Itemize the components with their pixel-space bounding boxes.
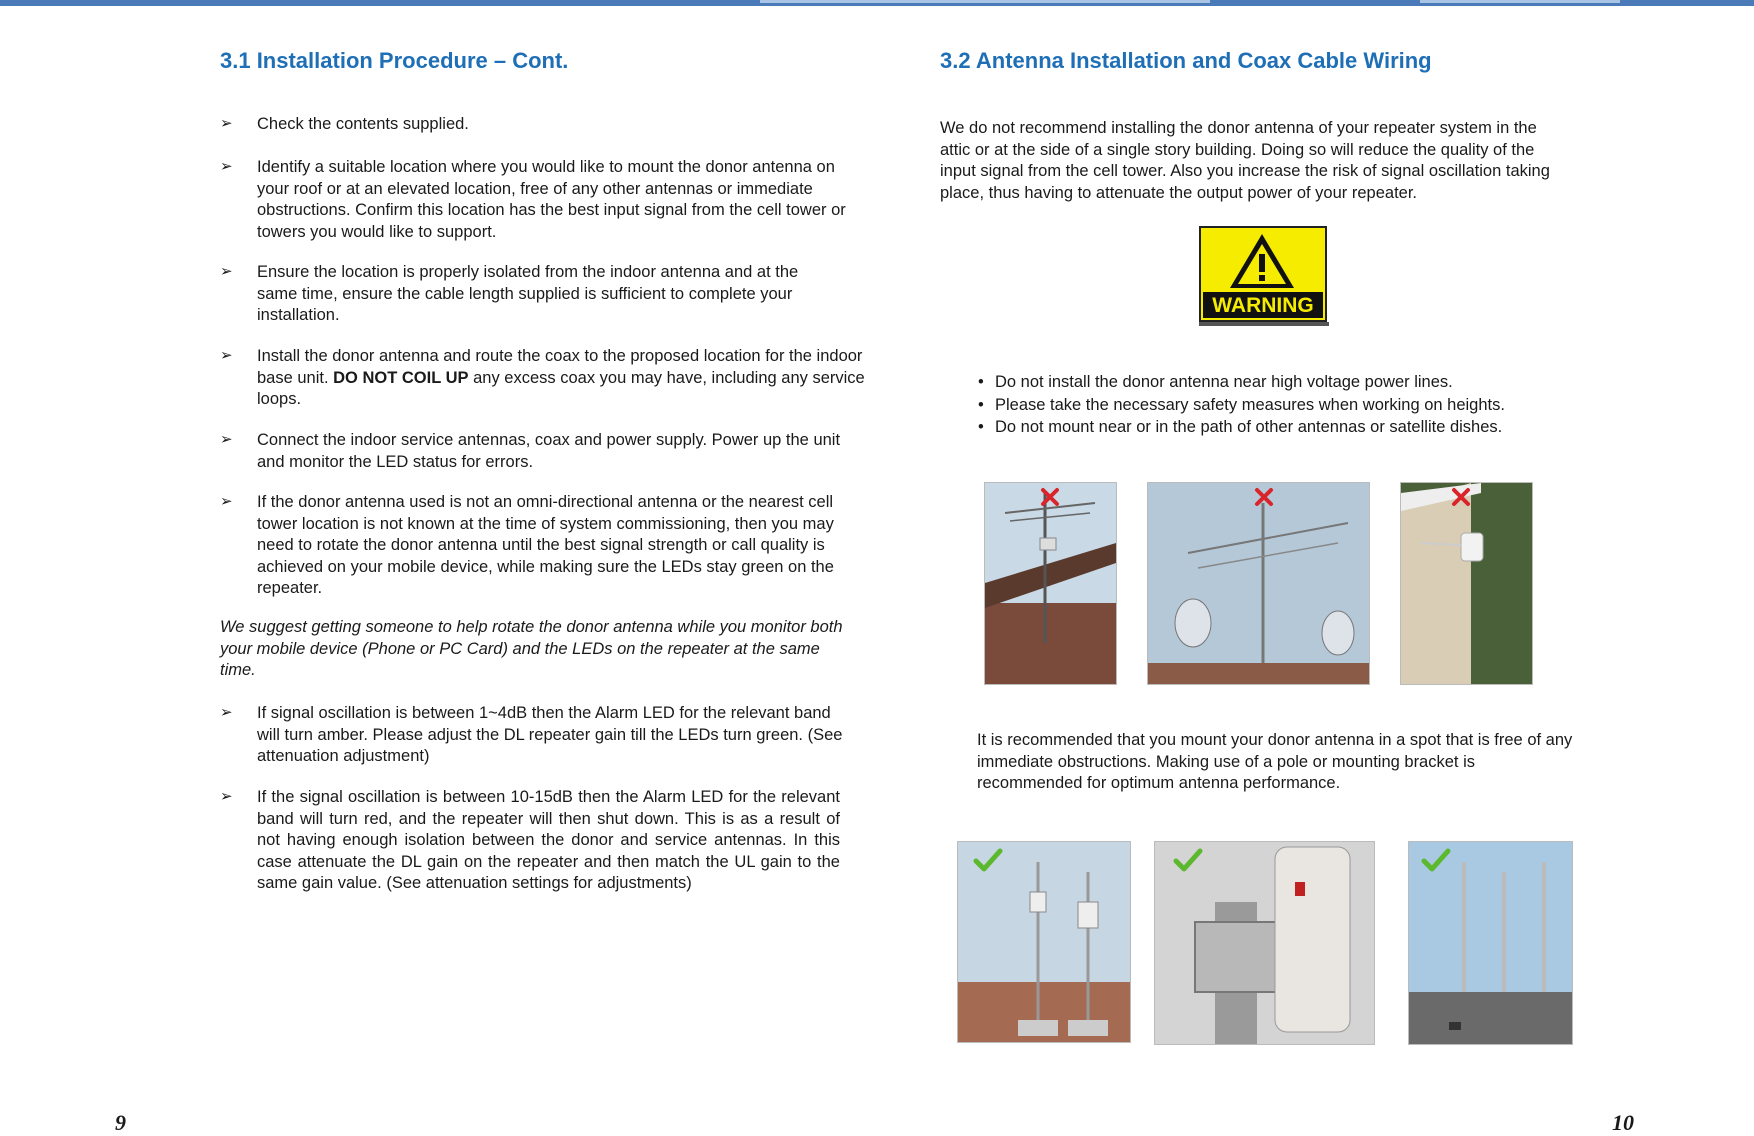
- step-text: Identify a suitable location where you would like to mount the donor antenna on your roof or at an elevated location, free of any other antennas or immediate obstructions. Confirm this location has the best input signal from the cell tower or towers you would like to support.: [257, 158, 846, 241]
- warning-sign: [1199, 226, 1329, 328]
- red-x-icon: [1254, 487, 1274, 507]
- caution-text: Do not install the donor antenna near high voltage power lines.: [995, 373, 1453, 391]
- arrow-bullet-icon: ➢: [220, 431, 233, 448]
- top-border-highlight: [760, 0, 1210, 3]
- photo-bad-wall-mount: [1400, 482, 1533, 685]
- bullet-dot-icon: •: [978, 373, 984, 391]
- step-text: If the signal oscillation is between 10-15dB then the Alarm LED for the relevant band will turn red, and the repeater will then shut down. This is as a result of not having enough isolation between the donor and service antennas. In this case attenuate the DL gain on the repeater and then match the UL gain to the same gain value. (See attenuation settings for adjustments): [257, 788, 840, 892]
- step-text: If the donor antenna used is not an omni-directional antenna or the nearest cell tower location is not known at the time of system commissioning, then you may need to rotate the donor antenna until the best signal strength or call quality is achieved on your mobile device, while making sure the LEDs stay green on the repeater.: [257, 493, 834, 597]
- list-item: [978, 394, 1505, 417]
- green-check-icon: [973, 847, 1003, 873]
- step-text: [257, 346, 872, 411]
- caution-text: Please take the necessary safety measures when working on heights.: [995, 395, 1505, 414]
- step-text: Connect the indoor service antennas, coax and power supply. Power up the unit and monitor the LED status for errors.: [257, 431, 841, 471]
- photo-bad-antenna-cluster: [1147, 482, 1370, 685]
- arrow-bullet-icon: ➢: [220, 704, 233, 721]
- caution-text: Do not mount near or in the path of other antennas or satellite dishes.: [995, 418, 1503, 436]
- page-number-right: 10: [1612, 1110, 1634, 1135]
- top-border-bar: [0, 0, 1754, 6]
- arrow-bullet-icon: ➢: [220, 263, 233, 280]
- green-check-icon: [1421, 847, 1451, 873]
- list-item: [978, 416, 1505, 439]
- arrow-bullet-icon: ➢: [220, 493, 233, 510]
- recommendation-paragraph: It is recommended that you mount your donor antenna in a spot that is free of any immediate obstructions. Making use of a pole or mounting bracket is recommended for optimum antenna performance.: [977, 731, 1573, 792]
- warning-label: WARNING: [1212, 294, 1314, 317]
- list-item: [978, 371, 1505, 394]
- top-border-highlight: [1420, 0, 1620, 3]
- section-heading-3-2: 3.2 Antenna Installation and Coax Cable Wiring: [940, 48, 1432, 73]
- green-check-icon: [1173, 847, 1203, 873]
- red-x-icon: [1451, 487, 1471, 507]
- bullet-dot-icon: •: [978, 395, 984, 414]
- page-number-left: 9: [115, 1110, 126, 1135]
- arrow-bullet-icon: ➢: [220, 788, 233, 805]
- do-not-coil-warning: DO NOT COIL UP: [333, 368, 469, 387]
- photo-bad-roof-antenna: [984, 482, 1117, 685]
- bullet-dot-icon: •: [978, 418, 984, 436]
- arrow-bullet-icon: ➢: [220, 347, 233, 364]
- section-heading-3-1: 3.1 Installation Procedure – Cont.: [220, 48, 569, 73]
- caution-list: [978, 371, 1505, 439]
- intro-paragraph: We do not recommend installing the donor antenna of your repeater system in the attic or at the side of a single story building. Doing so will reduce the quality of the input signal from the cell tower. Also you increase the risk of signal oscillation taking place, thus having to attenuate the output power of your repeater.: [940, 119, 1550, 202]
- arrow-bullet-icon: ➢: [220, 115, 233, 132]
- step-text-part: any excess coax you may have, including any service loops.: [257, 368, 865, 408]
- red-x-icon: [1040, 487, 1060, 507]
- step-text: Ensure the location is properly isolated from the indoor antenna and at the same time, ensure the cable length supplied is sufficient to complete your installation.: [257, 263, 799, 324]
- warning-triangle-icon: [1199, 226, 1329, 328]
- helper-note: We suggest getting someone to help rotate the donor antenna while you monitor both your mobile device (Phone or PC Card) and the LEDs on the repeater at the same time.: [220, 618, 843, 679]
- step-text: Check the contents supplied.: [257, 115, 469, 133]
- step-text: If signal oscillation is between 1~4dB then the Alarm LED for the relevant band will turn amber. Please adjust the DL repeater gain till the LEDs turn green. (See attenuation adjustment): [257, 704, 843, 765]
- arrow-bullet-icon: ➢: [220, 158, 233, 175]
- step-text-part: Install the donor antenna and route the coax to the proposed location for the indoor base unit.: [257, 347, 863, 387]
